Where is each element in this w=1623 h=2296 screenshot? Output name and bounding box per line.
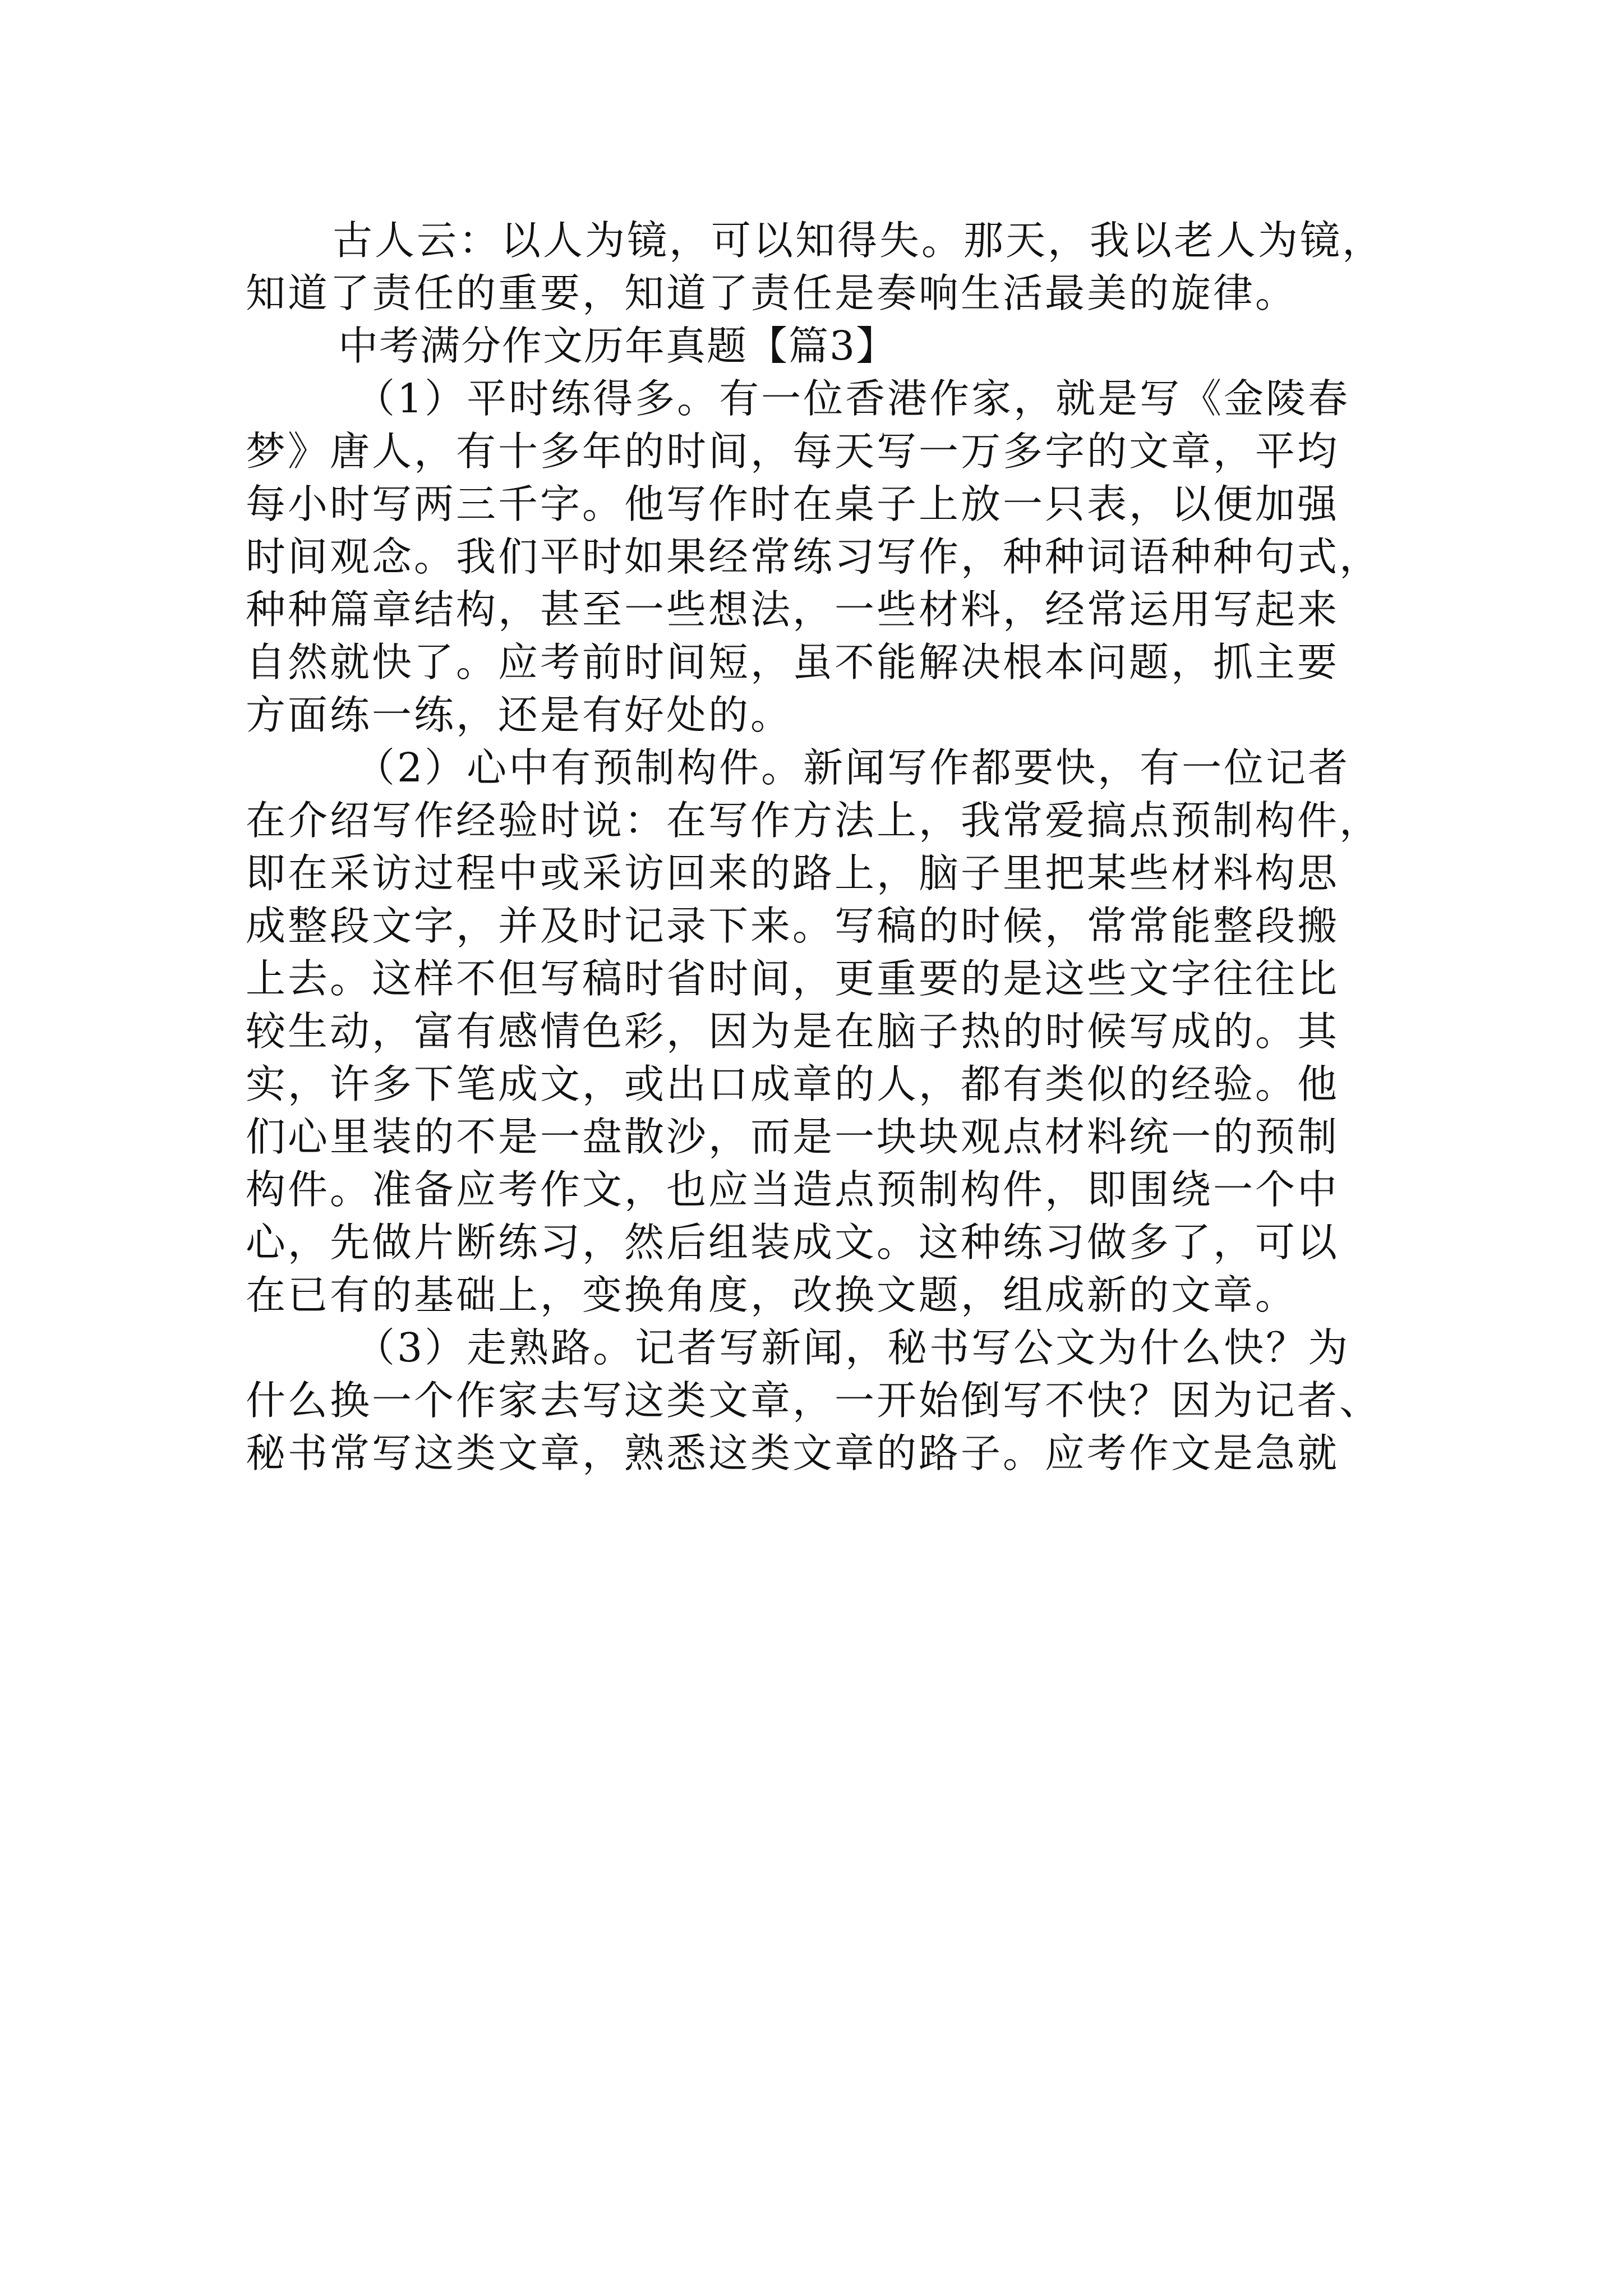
- paragraph-line: 在介绍写作经验时说：在写作方法上，我常爱搞点预制构件，: [246, 797, 1382, 844]
- paragraph-line: （1）平时练得多。有一位香港作家，就是写《金陵春: [355, 375, 1350, 422]
- paragraph-line: 即在采访过程中或采访回来的路上，脑子里把某些材料构思: [246, 850, 1340, 896]
- section-heading: 中考满分作文历年真题【篇3】: [338, 323, 897, 369]
- paragraph-line: 成整段文字，并及时记录下来。写稿的时候，常常能整段搬: [246, 903, 1340, 949]
- paragraph-line: 较生动，富有感情色彩，因为是在脑子热的时候写成的。其: [246, 1008, 1340, 1055]
- paragraph-line: 构件。准备应考作文，也应当造点预制构件，即围绕一个中: [246, 1166, 1340, 1213]
- paragraph-line: 在已有的基础上，变换角度，改换文题，组成新的文章。: [246, 1272, 1298, 1318]
- paragraph-line: 种种篇章结构，甚至一些想法，一些材料，经常运用写起来: [246, 586, 1340, 633]
- paragraph-line: 什么换一个作家去写这类文章，一开始倒写不快？因为记者、: [246, 1377, 1382, 1424]
- paragraph-line: 心，先做片断练习，然后组装成文。这种练习做多了，可以: [246, 1219, 1340, 1266]
- paragraph-line: 实，许多下笔成文，或出口成章的人，都有类似的经验。他: [246, 1061, 1340, 1107]
- paragraph-line: 们心里装的不是一盘散沙，而是一块块观点材料统一的预制: [246, 1114, 1340, 1160]
- paragraph-line: （3）走熟路。记者写新闻，秘书写公文为什么快？为: [355, 1324, 1350, 1371]
- paragraph-line: 自然就快了。应考前时间短，虽不能解决根本问题，抓主要: [246, 639, 1340, 685]
- paragraph-line: 每小时写两三千字。他写作时在桌子上放一只表，以便加强: [246, 481, 1340, 527]
- paragraph-line: 方面练一练，还是有好处的。: [246, 692, 793, 738]
- paragraph-line: 时间观念。我们平时如果经常练习写作，种种词语种种句式，: [246, 533, 1382, 580]
- paragraph-line: 梦》唐人，有十多年的时间，每天写一万多字的文章，平均: [246, 428, 1340, 475]
- paragraph-line: 秘书常写这类文章，熟悉这类文章的路子。应考作文是急就: [246, 1430, 1340, 1476]
- paragraph-line: （2）心中有预制构件。新闻写作都要快，有一位记者: [355, 744, 1350, 791]
- document-body: [246, 214, 1385, 1480]
- paragraph-line: 知道了责任的重要，知道了责任是奏响生活最美的旋律。: [246, 270, 1298, 316]
- paragraph-line: 上去。这样不但写稿时省时间，更重要的是这些文字往往比: [246, 955, 1340, 1002]
- paragraph-line: 古人云：以人为镜，可以知得失。那天，我以老人为镜，: [333, 217, 1385, 264]
